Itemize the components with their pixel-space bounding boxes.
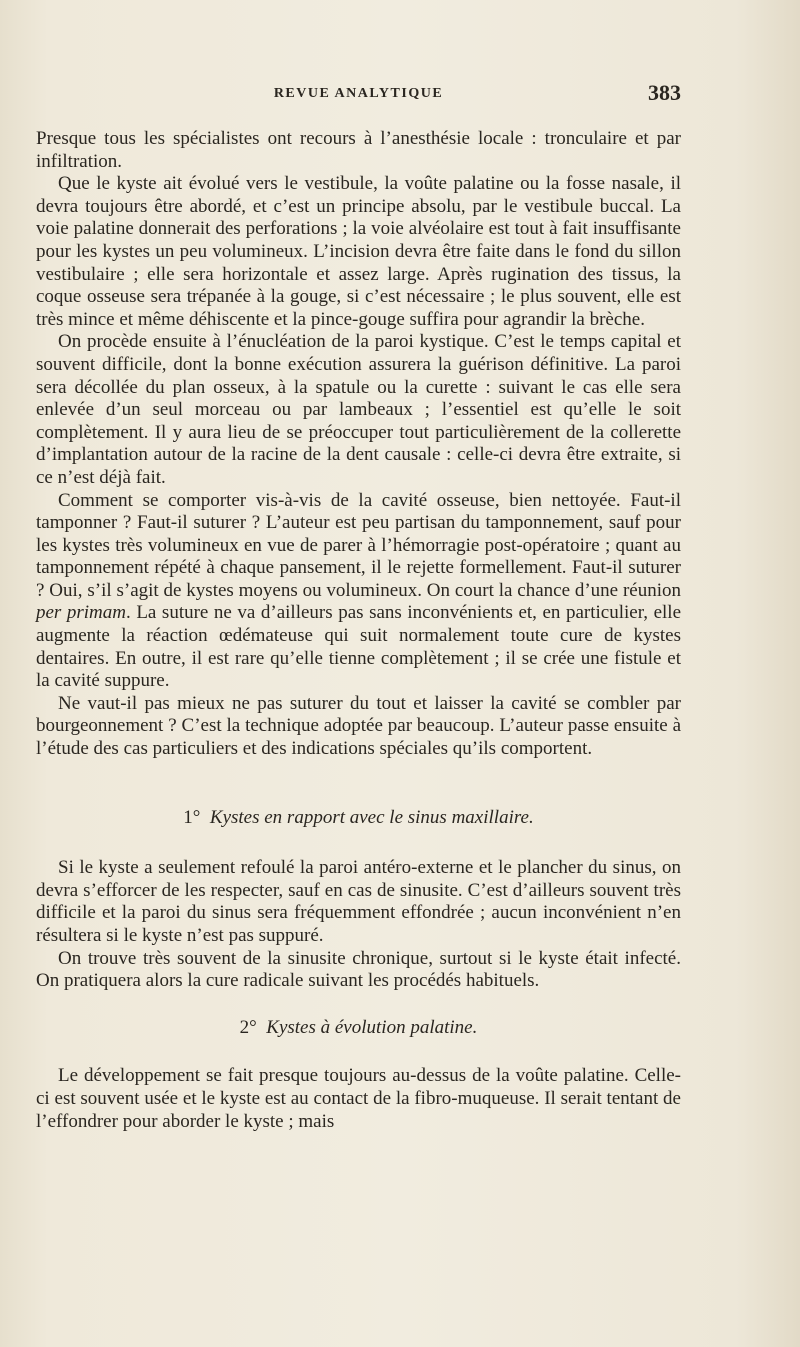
section-number: 1° — [183, 806, 201, 828]
paragraph: On procède ensuite à l’énucléation de la paroi kystique. C’est le temps capital et souvent difficile, dont la bonne exécution assurera la guérison définitive. La paroi sera décollée du plan osseux, à la spatule ou la curette : suivant le cas elle sera enlevée d’un seul morceau ou par lambeaux ; l’essentiel est qu’elle le soit complètement. Il y aura lieu de se préoccuper tout particulièrement de la collerette d’implantation autour de la racine de la dent causale : celle-ci devra être extraite, si ce n’est déjà fait. — [36, 331, 681, 488]
paragraph — [36, 490, 681, 693]
paragraph: Que le kyste ait évolué vers le vestibule, la voûte palatine ou la fosse nasale, il devra toujours être abordé, et c’est un principe absolu, par le vestibule buccal. La voie palatine donnerait des perforations ; la voie alvéolaire est tout à fait insuffisante pour les kystes un peu volumineux. L’incision devra être faite dans le fond du sillon vestibulaire ; elle sera horizontale et assez large. Après rugination des tissus, la coque osseuse sera trépanée à la gouge, si c’est nécessaire ; le plus souvent, elle est très mince et même déhiscente et la pince-gouge suffira pour agrandir la brèche. — [36, 173, 681, 330]
section-number: 2° — [239, 1016, 257, 1038]
paragraph: On trouve très souvent de la sinusite chronique, surtout si le kyste était infecté. On pratiquera alors la cure radicale suivant les procédés habituels. — [36, 947, 681, 992]
paragraph: Si le kyste a seulement refoulé la paroi antéro-externe et le plancher du sinus, on devra s’efforcer de les respecter, sauf en cas de sinusite. C’est d’ailleurs souvent très difficile et la paroi du sinus sera fréquemment effondrée ; aucun inconvénient n’en résultera si le kyste n’est pas suppuré. — [36, 857, 681, 946]
page-header — [36, 80, 681, 112]
paragraph-text: Comment se comporter vis-à-vis de la cavité osseuse, bien nettoyée. Faut-il tamponner ? Faut-il suturer ? L’auteur est peu partisan du tamponnement, sauf pour les kystes très volumineux en vue de parer à l’hémorragie post-opératoire ; quant au tamponnement répété à chaque pansement, il le rejette formellement. Faut-il suturer ? Oui, s’il s’agit de kystes moyens ou volumineux. On court la chance d’une réunion — [36, 489, 681, 601]
page-number: 383 — [648, 80, 681, 105]
section-title: Kystes en rapport avec le sinus maxillaire. — [209, 806, 534, 828]
latin-term: per primam — [36, 602, 127, 624]
section-title: Kystes à évolution palatine. — [266, 1016, 478, 1038]
section-heading — [36, 807, 681, 830]
section-heading — [36, 1017, 681, 1040]
paragraph-text: . La suture ne va d’ailleurs pas sans inconvénients et, en particulier, elle augmente la réaction œdémateuse qui suit normalement toute cure de kystes dentaires. En outre, il est rare qu’elle tienne complètement ; il se crée une fistule et la cavité suppure. — [36, 602, 682, 692]
paragraph: Le développement se fait presque toujours au-dessus de la voûte palatine. Celle-ci est souvent usée et le kyste est au contact de la fibro-muqueuse. Il serait tentant de l’effondrer pour aborder le kyste ; mais — [36, 1065, 681, 1132]
running-title: REVUE ANALYTIQUE — [273, 86, 444, 101]
paragraph: Ne vaut-il pas mieux ne pas suturer du tout et laisser la cavité se combler par bourgeonnement ? C’est la technique adoptée par beaucoup. L’auteur passe ensuite à l’étude des cas particuliers et des indications spéciales qu’ils comportent. — [36, 692, 681, 760]
paragraph: Presque tous les spécialistes ont recours à l’anesthésie locale : tronculaire et par infiltration. — [36, 128, 681, 172]
body-text — [36, 128, 681, 1133]
